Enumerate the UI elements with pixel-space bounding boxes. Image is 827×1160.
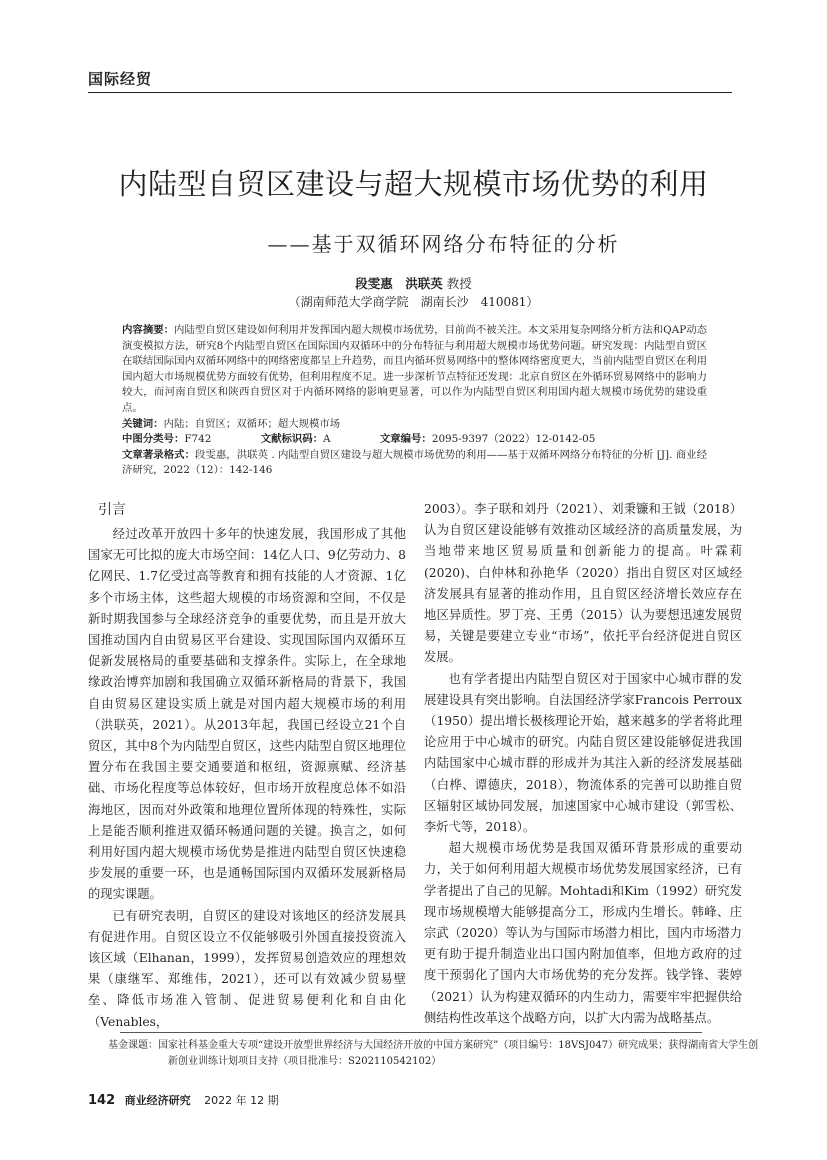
citation xyxy=(122,448,707,479)
article-no-label: 文章编号： xyxy=(379,433,432,446)
page-footer xyxy=(88,1092,279,1108)
header-rule xyxy=(88,92,732,93)
clc-label: 中图分类号： xyxy=(122,433,185,446)
paragraph: 也有学者提出内陆型自贸区对于国家中心城市群的发展建设具有突出影响。自法国经济学家Francois Perroux（1950）提出增长极核理论开始，越来越多的学者将此理论应用于中心城市的研究。内陆自贸区建设能够促进我国内陆国家中心城市群的形成并为其注入新的经济发展基础（白桦、谭德庆，2018），物流体系的完善可以助推自贸区辐射区域协同发展，加速国家中心城市建设（郭雪松、李炘弋等，2018）。 xyxy=(424,671,742,835)
clc-value: F742 xyxy=(184,433,212,446)
abstract-text: 内陆型自贸区建设如何利用并发挥国内超大规模市场优势，目前尚不被关注。本文采用复杂网络分析方法和QAP动态演变模拟方法，研究8个内陆型自贸区在国际国内双循环中的分布特征与利用超大规模市场优势问题。研究发现：内陆型自贸区在联结国际国内双循环网络中的网络密度都呈上升趋势，而且内循环贸易网络中的整体网络密度更大，当前内陆型自贸区在利用国内超大市场规模优势方面较有优势，但利用程度不足。进一步深析节点特征还发现：北京自贸区在外循环贸易网络中的影响力较大，而河南自贸区和陕西自贸区对于内循环网络的影响更显著，可以作为内陆型自贸区利用国内超大规模市场优势的建设重点。 xyxy=(122,324,708,414)
journal-name: 商业经济研究 xyxy=(124,1094,191,1107)
paragraph: 超大规模市场优势是我国双循环背景形成的重要动力，关于如何利用超大规模市场优势发展国家经济，已有学者提出了自己的见解。Mohtadi和Kim（1992）研究发现市场规模增大能够提高分工，形成内生增长。韩峰、庄宗武（2020）等认为与国际市场潜力相比，国内市场潜力更有助于提升制造业出口国内附加值率，但地方政府的过度干预弱化了国内大市场优势的充分发挥。钱学锋、裴婷（2021）认为构建双循环的内生动力，需要牢牢把握供给侧结构性改革这个战略方向，以扩大内需为战略基点。 xyxy=(424,841,742,1025)
keywords xyxy=(122,417,707,433)
keywords-text: 内陆；自贸区；双循环；超大规模市场 xyxy=(163,417,341,430)
article-no-value: 2095-9397（2022）12-0142-05 xyxy=(431,433,596,446)
paragraph: 2003）。李子联和刘丹（2021）、刘秉镰和王钺（2018）认为自贸区建设能够有效推动区域经济的高质量发展，为当地带来地区贸易质量和创新能力的提高。叶霖莉(2020)、白仲林和孙艳华（2020）指出自贸区对区域经济发展具有显著的推动作用，且自贸区经济增长效应存在地区异质性。罗丁亮、王勇（2015）认为要想迅速发展贸易，关键是要建立专业“市场”，依托平台经济促进自贸区发展。 xyxy=(424,502,742,665)
abstract-block xyxy=(122,323,707,479)
abstract-label: 内容摘要： xyxy=(122,324,175,336)
doc-code-value: A xyxy=(323,433,331,446)
section-heading: 引言 xyxy=(98,502,126,518)
footnote-rule xyxy=(120,1032,702,1033)
abstract xyxy=(122,323,707,417)
keywords-label: 关键词： xyxy=(122,417,164,430)
section-label: 国际经贸 xyxy=(88,70,153,88)
classification-row xyxy=(122,432,707,448)
affiliation: （湖南师范大学商学院 湖南长沙 410081） xyxy=(288,295,539,309)
author-role: 教授 xyxy=(446,276,472,291)
author-names: 段雯惠 洪联英 xyxy=(355,276,443,291)
article-title: 内陆型自贸区建设与超大规模市场优势的利用 xyxy=(118,167,709,201)
paragraph: 经过改革开放四十多年的快速发展，我国形成了其他国家无可比拟的庞大市场空间：14亿人口、9亿劳动力、8亿网民、1.7亿受过高等教育和拥有技能的人才资源、1亿多个市场主体，这些超大规模的市场资源和空间，不仅是新时期我国参与全球经济竞争的重要优势，而且是开放大国推动国内自由贸易区平台建设、实现国际国内双循环互促新发展格局的重要基础和支撑条件。实际上，在全球地缘政治博弈加剧和我国确立双循环新格局的背景下，我国自由贸易区建设实质上就是对国内超大规模市场的利用（洪联英，2021）。从2013年起，我国已经设立21个自贸区，其中8个为内陆型自贸区，这些内陆型自贸区地理位置分布在我国主要交通要道和枢纽，资源禀赋、经济基础、市场化程度等总体较好，但市场开放程度总体不如沿海地区，因而对外政策和地理位置所体现的特殊性，实际上是能否顺利推进双循环畅通问题的关键。换言之，如何利用好国内超大规模市场优势是推进内陆型自贸区快速稳步发展的重要一环，也是通畅国际国内双循环发展新格局的现实课题。 xyxy=(88,527,406,902)
paragraph: 已有研究表明，自贸区的建设对该地区的经济发展具有促进作用。自贸区设立不仅能够吸引外国直接投资流入该区域（Elhanan，1999），发挥贸易创造效应的理想效果（康继军、郑维伟，2021），还可以有效减少贸易壁垒、降低市场准入管制、促进贸易便利化和自由化（Venables， xyxy=(88,908,406,1029)
authors xyxy=(0,274,827,292)
body-column-right xyxy=(424,499,742,1029)
citation-label: 文章著录格式： xyxy=(122,448,196,461)
fund-label: 基金课题： xyxy=(108,1040,158,1051)
issue: 2022 年 12 期 xyxy=(204,1094,279,1107)
body-column-left xyxy=(88,500,406,1033)
citation-text: 段雯惠，洪联英 . 内陆型自贸区建设与超大规模市场优势的利用——基于双循环网络分布特征的分析 [J]. 商业经济研究，2022（12）：142-146 xyxy=(122,448,707,477)
fund-text: 国家社科基金重大专项“建设开放型世界经济与大国经济开放的中国方案研究”（项目编号：18VSJ047）研究成果；获得湖南省大学生创新创业训练计划项目支持（项目批准号：S202110542102） xyxy=(158,1040,759,1067)
doc-code-label: 文献标识码： xyxy=(260,433,324,446)
page-number: 142 xyxy=(88,1093,116,1108)
article-subtitle: ——基于双循环网络分布特征的分析 xyxy=(267,232,620,256)
fund-note xyxy=(108,1038,768,1070)
